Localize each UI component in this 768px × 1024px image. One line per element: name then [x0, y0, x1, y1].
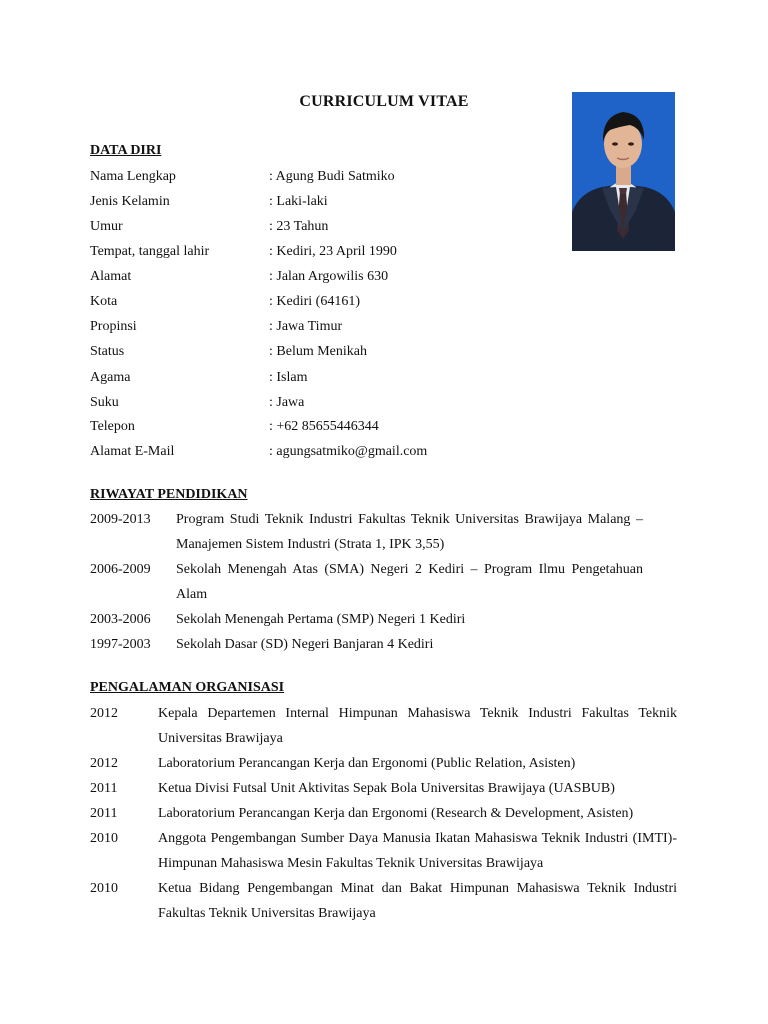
- education-description: Sekolah Dasar (SD) Negeri Banjaran 4 Kediri: [176, 637, 434, 652]
- field-value: : 23 Tahun: [269, 219, 329, 234]
- education-year: 2003-2006: [90, 612, 151, 627]
- organization-description: Laboratorium Perancangan Kerja dan Ergonomi (Public Relation, Asisten): [158, 756, 576, 771]
- field-value: : Islam: [269, 370, 308, 385]
- education-description: Sekolah Menengah Atas (SMA) Negeri 2 Kediri – Program Ilmu Pengetahuan Alam: [176, 562, 643, 602]
- field-label: Propinsi: [90, 319, 137, 334]
- organization-description: Anggota Pengembangan Sumber Daya Manusia Ikatan Mahasiswa Teknik Industri (IMTI)-Himpunan Mahasiswa Mesin Fakultas Teknik Universitas Brawijaya: [158, 831, 677, 871]
- field-value: : Kediri, 23 April 1990: [269, 244, 397, 259]
- field-value: : Jalan Argowilis 630: [269, 269, 389, 284]
- organization-description: Kepala Departemen Internal Himpunan Mahasiswa Teknik Industri Fakultas Teknik Universitas Brawijaya: [158, 706, 677, 746]
- field-label: Alamat: [90, 269, 132, 284]
- field-value: : agungsatmiko@gmail.com: [269, 444, 428, 459]
- organization-year: 2010: [90, 831, 118, 846]
- education-year: 2009-2013: [90, 512, 151, 527]
- field-label: Alamat E-Mail: [90, 444, 175, 459]
- profile-photo: [572, 92, 675, 251]
- organization-description: Laboratorium Perancangan Kerja dan Ergonomi (Research & Development, Asisten): [158, 806, 634, 821]
- field-value: : Agung Budi Satmiko: [269, 169, 395, 184]
- organization-description: Ketua Divisi Futsal Unit Aktivitas Sepak Bola Universitas Brawijaya (UASBUB): [158, 781, 615, 796]
- field-value: : Kediri (64161): [269, 294, 360, 309]
- field-value: : Jawa Timur: [269, 319, 343, 334]
- field-label: Agama: [90, 370, 131, 385]
- organization-year: 2011: [90, 806, 118, 821]
- organization-year: 2012: [90, 756, 118, 771]
- organization-description: Ketua Bidang Pengembangan Minat dan Bakat Himpunan Mahasiswa Teknik Industri Fakultas Teknik Universitas Brawijaya: [158, 881, 677, 921]
- field-label: Telepon: [90, 419, 135, 434]
- organization-year: 2012: [90, 706, 118, 721]
- education-description: Program Studi Teknik Industri Fakultas Teknik Universitas Brawijaya Malang – Manajemen Sistem Industri (Strata 1, IPK 3,55): [176, 512, 643, 552]
- field-label: Nama Lengkap: [90, 169, 176, 184]
- field-label: Suku: [90, 395, 119, 410]
- field-value: : Laki-laki: [269, 194, 328, 209]
- section-heading-data-diri: DATA DIRI: [90, 143, 162, 158]
- field-value: : Jawa: [269, 395, 305, 410]
- education-year: 2006-2009: [90, 562, 151, 577]
- field-label: Kota: [90, 294, 118, 309]
- education-year: 1997-2003: [90, 637, 151, 652]
- section-heading-pendidikan: RIWAYAT PENDIDIKAN: [90, 487, 248, 502]
- field-value: : Belum Menikah: [269, 344, 367, 359]
- field-label: Umur: [90, 219, 123, 234]
- education-description: Sekolah Menengah Pertama (SMP) Negeri 1 Kediri: [176, 612, 466, 627]
- document-title: CURRICULUM VITAE: [299, 93, 469, 110]
- field-label: Jenis Kelamin: [90, 194, 170, 209]
- field-label: Status: [90, 344, 125, 359]
- field-label: Tempat, tanggal lahir: [90, 244, 210, 259]
- section-heading-organisasi: PENGALAMAN ORGANISASI: [90, 680, 285, 695]
- organization-year: 2011: [90, 781, 118, 796]
- field-value: : +62 85655446344: [269, 419, 379, 434]
- organization-year: 2010: [90, 881, 118, 896]
